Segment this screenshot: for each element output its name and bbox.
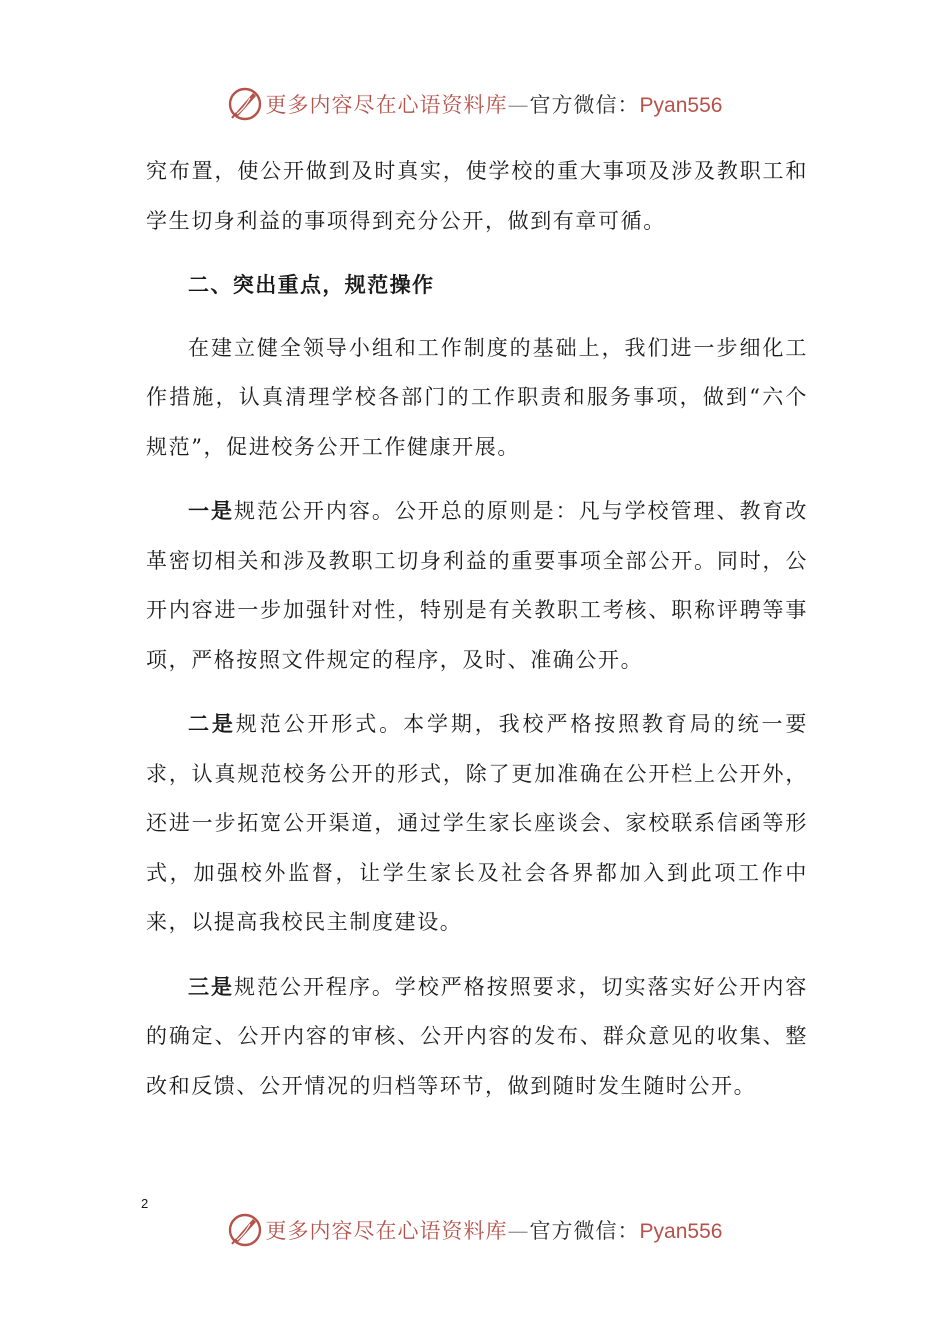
footer-banner <box>0 1210 950 1250</box>
item-text: 规范公开形式。本学期，我校严格按照教育局的统一要求，认真规范校务公开的形式，除了更加准确在公开栏上公开外，还进一步拓宽公开渠道，通过学生家长座谈会、家校联系信函等形式，加强校外监督，让学生家长及社会各界都加入到此项工作中来，以提高我校民主制度建设。 <box>146 712 808 934</box>
item-lead: 二是 <box>188 711 236 736</box>
item-lead: 一是 <box>188 498 234 523</box>
item-lead: 三是 <box>188 973 234 999</box>
item-paragraph-2 <box>146 699 808 948</box>
banner-dash: — <box>507 93 530 117</box>
section-heading: 二、突出重点，规范操作 <box>188 272 435 297</box>
quill-logo-icon <box>228 87 262 121</box>
item-text: 规范公开程序。学校严格按照要求，切实落实好公开内容的确定、公开内容的审核、公开内容的发布、群众意见的收集、整改和反馈、公开情况的归档等环节，做到随时发生随时公开。 <box>146 974 809 1098</box>
item-paragraph-3 <box>146 962 808 1112</box>
intro-paragraph: 在建立健全领导小组和工作制度的基础上，我们进一步细化工作措施，认真清理学校各部门的工作职责和服务事项，做到“六个规范”，促进校务公开工作健康开展。 <box>146 335 808 459</box>
banner-wechat-label: 官方微信： <box>529 93 640 117</box>
banner-site-name: 更多内容尽在心语资料库 <box>265 1219 508 1243</box>
continuation-paragraph: 究布置，使公开做到及时真实，使学校的重大事项及涉及教职工和学生切身利益的事项得到充分公开，做到有章可循。 <box>146 159 808 233</box>
item-text: 规范公开内容。公开总的原则是：凡与学校管理、教育改革密切相关和涉及教职工切身利益的重要事项全部公开。同时，公开内容进一步加强针对性，特别是有关教职工考核、职称评聘等事项，严格按照文件规定的程序，及时、准确公开。 <box>146 499 809 672</box>
header-banner <box>0 84 950 124</box>
banner-wechat-id: Pyan556 <box>639 94 723 117</box>
banner-text <box>266 89 723 119</box>
page-number: 2 <box>141 1196 149 1211</box>
banner-site-name: 更多内容尽在心语资料库 <box>265 93 508 117</box>
banner-wechat-id: Pyan556 <box>639 1220 723 1243</box>
banner-text <box>266 1215 723 1245</box>
quill-logo-icon <box>228 1213 262 1247</box>
item-paragraph-1 <box>146 486 808 685</box>
banner-wechat-label: 官方微信： <box>529 1219 640 1243</box>
banner-dash: — <box>507 1219 530 1243</box>
document-body <box>146 147 808 1111</box>
